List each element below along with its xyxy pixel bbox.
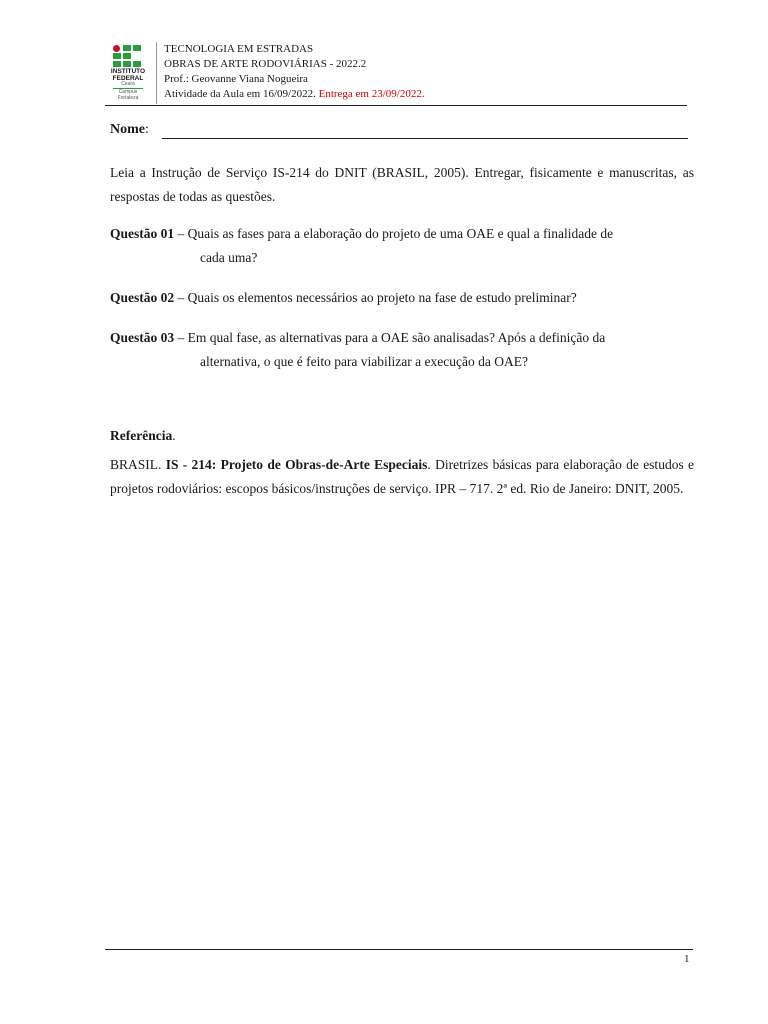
intro-paragraph: Leia a Instrução de Serviço IS-214 do DNIT (BRASIL, 2005). Entregar, fisicamente e manuscritas, as respostas de todas as questões.	[110, 165, 694, 204]
question-text: Quais as fases para a elaboração do projeto de uma OAE e qual a finalidade de	[187, 226, 614, 241]
reference-title: Projeto de Obras-de-Arte Especiais	[220, 457, 428, 472]
question-text-cont: alternativa, o que é feito para viabilizar a execução da OAE?	[200, 354, 528, 369]
logo-subtext: Ceará	[121, 81, 135, 87]
logo-text: INSTITUTO FEDERAL	[110, 68, 146, 82]
question-text-cont: cada uma?	[200, 250, 258, 265]
deadline: Entrega em 23/09/2022	[318, 88, 422, 100]
question-label: Questão 02	[110, 290, 175, 305]
header-rule	[105, 105, 687, 106]
logo-campus: Campus Fortaleza	[117, 89, 139, 101]
question-02: Questão 02 – Quais os elementos necessários ao projeto na fase de estudo preliminar?	[110, 290, 577, 305]
course-name: TECNOLOGIA EM ESTRADAS	[164, 43, 314, 55]
name-field[interactable]	[162, 138, 688, 139]
question-text: Quais os elementos necessários ao projeto na fase de estudo preliminar?	[187, 290, 577, 305]
logo-mark-icon	[113, 45, 143, 67]
question-label: Questão 01	[110, 226, 175, 241]
question-03: Questão 03 – Em qual fase, as alternativas para a OAE são analisadas? Após a definição da alternativa, o que é feito para viabilizar a execução da OAE?	[110, 326, 694, 374]
header-divider	[156, 42, 157, 104]
footer-rule	[105, 949, 693, 950]
question-label: Questão 03	[110, 330, 175, 345]
reference-entry: BRASIL. IS - 214: Projeto de Obras-de-Arte Especiais. Diretrizes básicas para elaboração de estudos e projetos rodoviários: escopos básicos/instruções de serviço. IPR – 717. 2ª ed. Rio de Janeiro: DNIT, 2005.	[110, 457, 694, 496]
question-01: Questão 01 – Quais as fases para a elaboração do projeto de uma OAE e qual a finalidade de cada uma?	[110, 222, 694, 270]
page-number: 1	[684, 953, 690, 965]
professor-name: Prof.: Geovanne Viana Nogueira	[164, 73, 308, 85]
activity-date: Atividade da Aula em 16/09/2022. Entrega em 23/09/2022.	[164, 88, 425, 100]
reference-heading: Referência.	[110, 428, 176, 443]
document-header	[164, 42, 425, 102]
institution-logo	[107, 45, 149, 103]
discipline-name: OBRAS DE ARTE RODOVIÁRIAS - 2022.2	[164, 58, 367, 70]
question-text: Em qual fase, as alternativas para a OAE são analisadas? Após a definição da	[187, 330, 606, 345]
name-label: Nome:	[110, 122, 149, 137]
